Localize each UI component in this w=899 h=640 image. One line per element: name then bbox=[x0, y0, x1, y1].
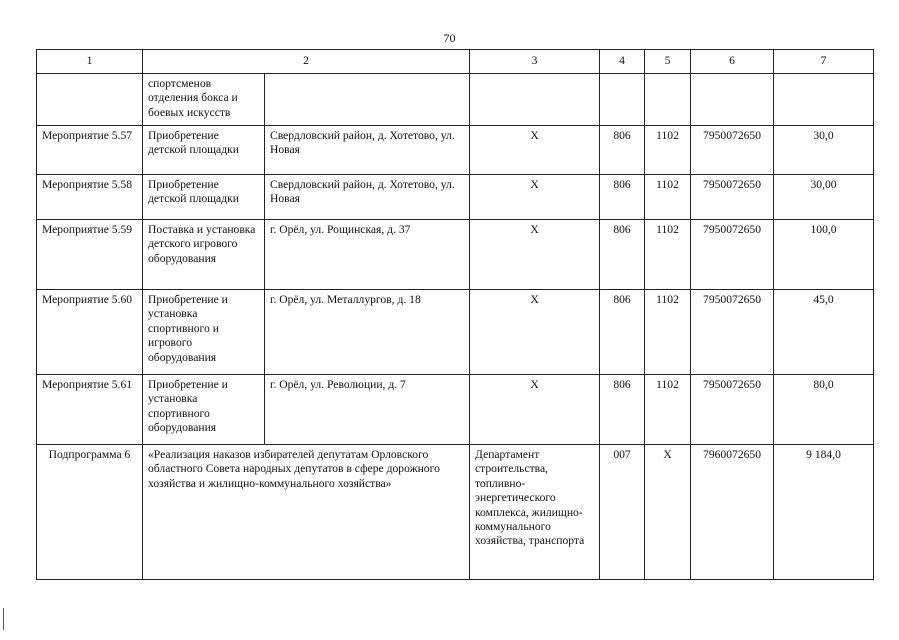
measure-id: Мероприятие 5.59 bbox=[37, 220, 143, 290]
measure-col5: 1102 bbox=[645, 290, 691, 375]
subprogram-row bbox=[37, 445, 874, 580]
table-row bbox=[37, 175, 874, 220]
measure-col6: 7950072650 bbox=[691, 175, 774, 220]
continued-row bbox=[37, 74, 874, 126]
measure-col5: 1102 bbox=[645, 175, 691, 220]
table-cell bbox=[645, 74, 691, 126]
measure-col7: 30,0 bbox=[774, 126, 874, 175]
measure-col3: Х bbox=[470, 126, 600, 175]
measure-col3: Х bbox=[470, 220, 600, 290]
subprogram-col5: Х bbox=[645, 445, 691, 580]
measure-id: Мероприятие 5.57 bbox=[37, 126, 143, 175]
table-cell bbox=[600, 74, 645, 126]
measure-col4: 806 bbox=[600, 175, 645, 220]
subprogram-col6: 7960072650 bbox=[691, 445, 774, 580]
measure-name: Приобретение детской площадки bbox=[143, 126, 265, 175]
measure-col3: Х bbox=[470, 175, 600, 220]
budget-table bbox=[36, 49, 874, 580]
measure-col7: 30,00 bbox=[774, 175, 874, 220]
subprogram-executor: Департамент строительства, топливно-энергетического комплекса, жилищно-коммунального хозяйства, транспорта bbox=[470, 445, 600, 580]
subprogram-name: «Реализация наказов избирателей депутатам Орловского областного Совета народных депутатов в сфере дорожного хозяйства и жилищно-коммунального хозяйства» bbox=[143, 445, 470, 580]
measure-col5: 1102 bbox=[645, 126, 691, 175]
header-col-2: 2 bbox=[143, 50, 470, 74]
table-cell bbox=[774, 74, 874, 126]
measure-col6: 7950072650 bbox=[691, 220, 774, 290]
measure-col6: 7950072650 bbox=[691, 290, 774, 375]
header-row bbox=[37, 50, 874, 74]
header-col-6: 6 bbox=[691, 50, 774, 74]
table-cell bbox=[37, 74, 143, 126]
measure-name: Поставка и установка детского игрового оборудования bbox=[143, 220, 265, 290]
header-col-7: 7 bbox=[774, 50, 874, 74]
measure-col6: 7950072650 bbox=[691, 375, 774, 445]
measure-col7: 80,0 bbox=[774, 375, 874, 445]
header-col-4: 4 bbox=[600, 50, 645, 74]
measure-col4: 806 bbox=[600, 126, 645, 175]
table-row bbox=[37, 375, 874, 445]
measure-address: г. Орёл, ул. Рощинская, д. 37 bbox=[265, 220, 470, 290]
measure-col5: 1102 bbox=[645, 220, 691, 290]
measure-address: г. Орёл, ул. Революции, д. 7 bbox=[265, 375, 470, 445]
measure-name: Приобретение и установка спортивного оборудования bbox=[143, 375, 265, 445]
measure-col3: Х bbox=[470, 375, 600, 445]
measure-col4: 806 bbox=[600, 290, 645, 375]
measure-address: г. Орёл, ул. Металлургов, д. 18 bbox=[265, 290, 470, 375]
header-col-3: 3 bbox=[470, 50, 600, 74]
table-cell bbox=[265, 74, 470, 126]
measure-col7: 100,0 bbox=[774, 220, 874, 290]
table-row bbox=[37, 290, 874, 375]
measure-col5: 1102 bbox=[645, 375, 691, 445]
scan-edge-mark bbox=[3, 608, 4, 630]
measure-name: Приобретение детской площадки bbox=[143, 175, 265, 220]
measure-col7: 45,0 bbox=[774, 290, 874, 375]
measure-col3: Х bbox=[470, 290, 600, 375]
subprogram-col4: 007 bbox=[600, 445, 645, 580]
table-cell bbox=[470, 74, 600, 126]
measure-col4: 806 bbox=[600, 220, 645, 290]
table-cell bbox=[691, 74, 774, 126]
table-row bbox=[37, 126, 874, 175]
header-col-1: 1 bbox=[37, 50, 143, 74]
measure-address: Свердловский район, д. Хотетово, ул. Новая bbox=[265, 126, 470, 175]
measure-name: спортсменов отделения бокса и боевых искусств bbox=[143, 74, 265, 126]
measure-id: Мероприятие 5.60 bbox=[37, 290, 143, 375]
measure-address: Свердловский район, д. Хотетово, ул. Новая bbox=[265, 175, 470, 220]
subprogram-id: Подпрограмма 6 bbox=[37, 445, 143, 580]
measure-id: Мероприятие 5.61 bbox=[37, 375, 143, 445]
page-number: 70 bbox=[443, 31, 456, 45]
subprogram-col7: 9 184,0 bbox=[774, 445, 874, 580]
table-row bbox=[37, 220, 874, 290]
measure-id: Мероприятие 5.58 bbox=[37, 175, 143, 220]
measure-col6: 7950072650 bbox=[691, 126, 774, 175]
measure-name: Приобретение и установка спортивного и игрового оборудования bbox=[143, 290, 265, 375]
measure-col4: 806 bbox=[600, 375, 645, 445]
header-col-5: 5 bbox=[645, 50, 691, 74]
